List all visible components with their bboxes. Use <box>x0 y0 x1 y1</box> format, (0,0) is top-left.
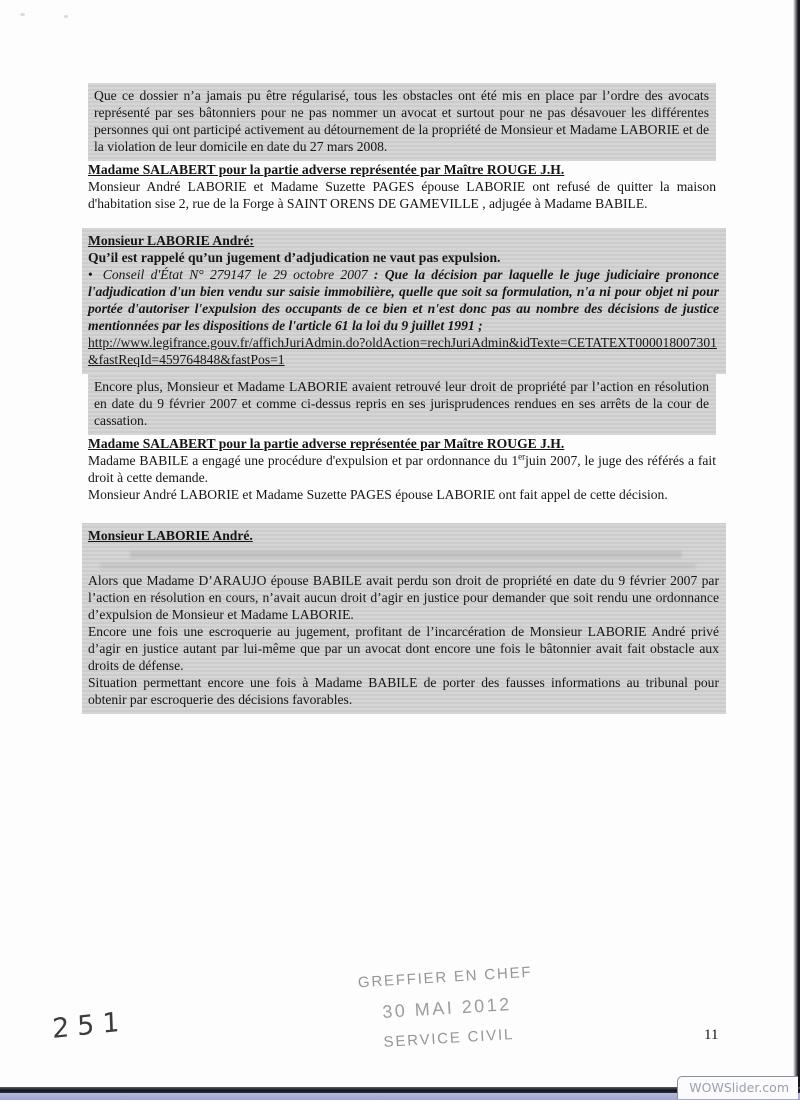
stamp-date: 30 MAI 2012 <box>381 994 513 1022</box>
wowslider-watermark-badge[interactable]: WOWSlider.com <box>677 1076 798 1099</box>
legifrance-url: http://www.legifrance.gouv.fr/affichJuriAdmin.do?oldAction=rechJuriAdmin&idTexte=CETATEXT000018007301&fastReqId=459764848&fastPos=1 <box>88 335 717 367</box>
court-stamp <box>340 963 554 1054</box>
document-body <box>88 83 719 714</box>
jurisprudence-bullet <box>88 266 719 334</box>
scan-speck <box>64 15 68 18</box>
section-heading-laborie-period: Monsieur LABORIE André. <box>88 528 253 543</box>
p5-suffix: juin 2007, le juge des référés a fait droit à cette demande. <box>88 453 716 485</box>
highlight-block-laborie-escroquerie <box>82 523 726 714</box>
bullet-quote-text: : Que la décision par laquelle le juge judiciaire prononce l'adjudication d'un bien vendu sur saisie immobilière, quelle que soit sa formulation, n'a ni pour objet ni pour portée d'autoriser l'expulsion des occupants de ce bien et n'est donc pas au nombre des décisions de justice mentionnées par les dispositions de l'article 61 la loi du 9 juillet 1991 ; <box>88 267 719 333</box>
section-heading-salabert-2: Madame SALABERT pour la partie adverse représentée par Maître ROUGE J.H. <box>88 436 565 451</box>
paragraph-refus-quitter: Monsieur André LABORIE et Madame Suzette PAGES épouse LABORIE ont refusé de quitter la maison d'habitation sise 2, rue de la Forge à SAINT ORENS DE GAMEVILLE , adjugée à Madame BABILE. <box>88 179 716 211</box>
page-number: 11 <box>704 1027 719 1043</box>
section-heading-laborie-colon: Monsieur LABORIE André: <box>88 233 254 248</box>
paragraph-araujo-babile: Alors que Madame D’ARAUJO épouse BABILE avait perdu son droit de propriété en date du 9 février 2007 par l’action en résolution en cours, n’avait aucun droit d’agir en justice pour demander que soit rendu une ordonnance d’expulsion de Monsieur et Madame LABORIE. <box>88 573 719 622</box>
p5-superscript: er <box>518 451 526 462</box>
scan-right-edge <box>793 0 800 1100</box>
p5-prefix: Madame BABILE a engagé une procédure d'expulsion et par ordonnance du 1 <box>88 453 519 468</box>
paragraph-fausses-informations: Situation permettant encore une fois à Madame BABILE de porter des fausses informations au tribunal pour obtenir par escroquerie des décisions favorables. <box>88 675 719 707</box>
paragraph-escroquerie-jugement: Encore une fois une escroquerie au jugement, profitant de l’incarcération de Monsieur LABORIE André privé d’agir en justice autant par lui-même que par un avocat dont encore une fois le bâtonnier avait fait obstacle aux droits de défense. <box>88 624 719 673</box>
highlight-block-laborie-adjudication <box>82 228 726 374</box>
paragraph-procedure-expulsion <box>88 452 716 486</box>
paragraph-jugement-adjudication: Qu’il est rappelé qu’un jugement d’adjudication ne vaut pas expulsion. <box>88 250 501 265</box>
stamp-title: GREFFIER EN CHEF <box>357 963 533 992</box>
scan-speck <box>20 13 25 16</box>
section-heading-salabert-1: Madame SALABERT pour la partie adverse représentée par Maître ROUGE J.H. <box>88 162 565 177</box>
paragraph-appel-decision: Monsieur André LABORIE et Madame Suzette PAGES épouse LABORIE ont fait appel de cette décision. <box>88 487 668 502</box>
stamp-service: SERVICE CIVIL <box>383 1025 515 1051</box>
bleed-through-artifact <box>90 548 717 572</box>
handwritten-folio-number: 251 <box>51 1006 128 1045</box>
bullet-lead-text: Conseil d'État N° 279147 le 29 octobre 2007 <box>102 267 368 282</box>
paragraph-droit-propriete: Encore plus, Monsieur et Madame LABORIE avaient retrouvé leur droit de propriété par l’action en résolution en date du 9 février 2007 et comme ci-dessus repris en ses jurisprudences rendues en ses arrêts de la cour de cassation. <box>88 374 716 435</box>
bullet-icon: • <box>88 267 93 282</box>
paragraph-regularisation: Que ce dossier n’a jamais pu être régularisé, tous les obstacles ont été mis en place par l’ordre des avocats représenté par ses bâtonniers pour ne pas nommer un avocat et surtout pour ne pas désavouer les différentes personnes qui ont participé activement au détournement de la propriété de Monsieur et Madame LABORIE et de la violation de leur domicile en date du 27 mars 2008. <box>88 83 716 161</box>
